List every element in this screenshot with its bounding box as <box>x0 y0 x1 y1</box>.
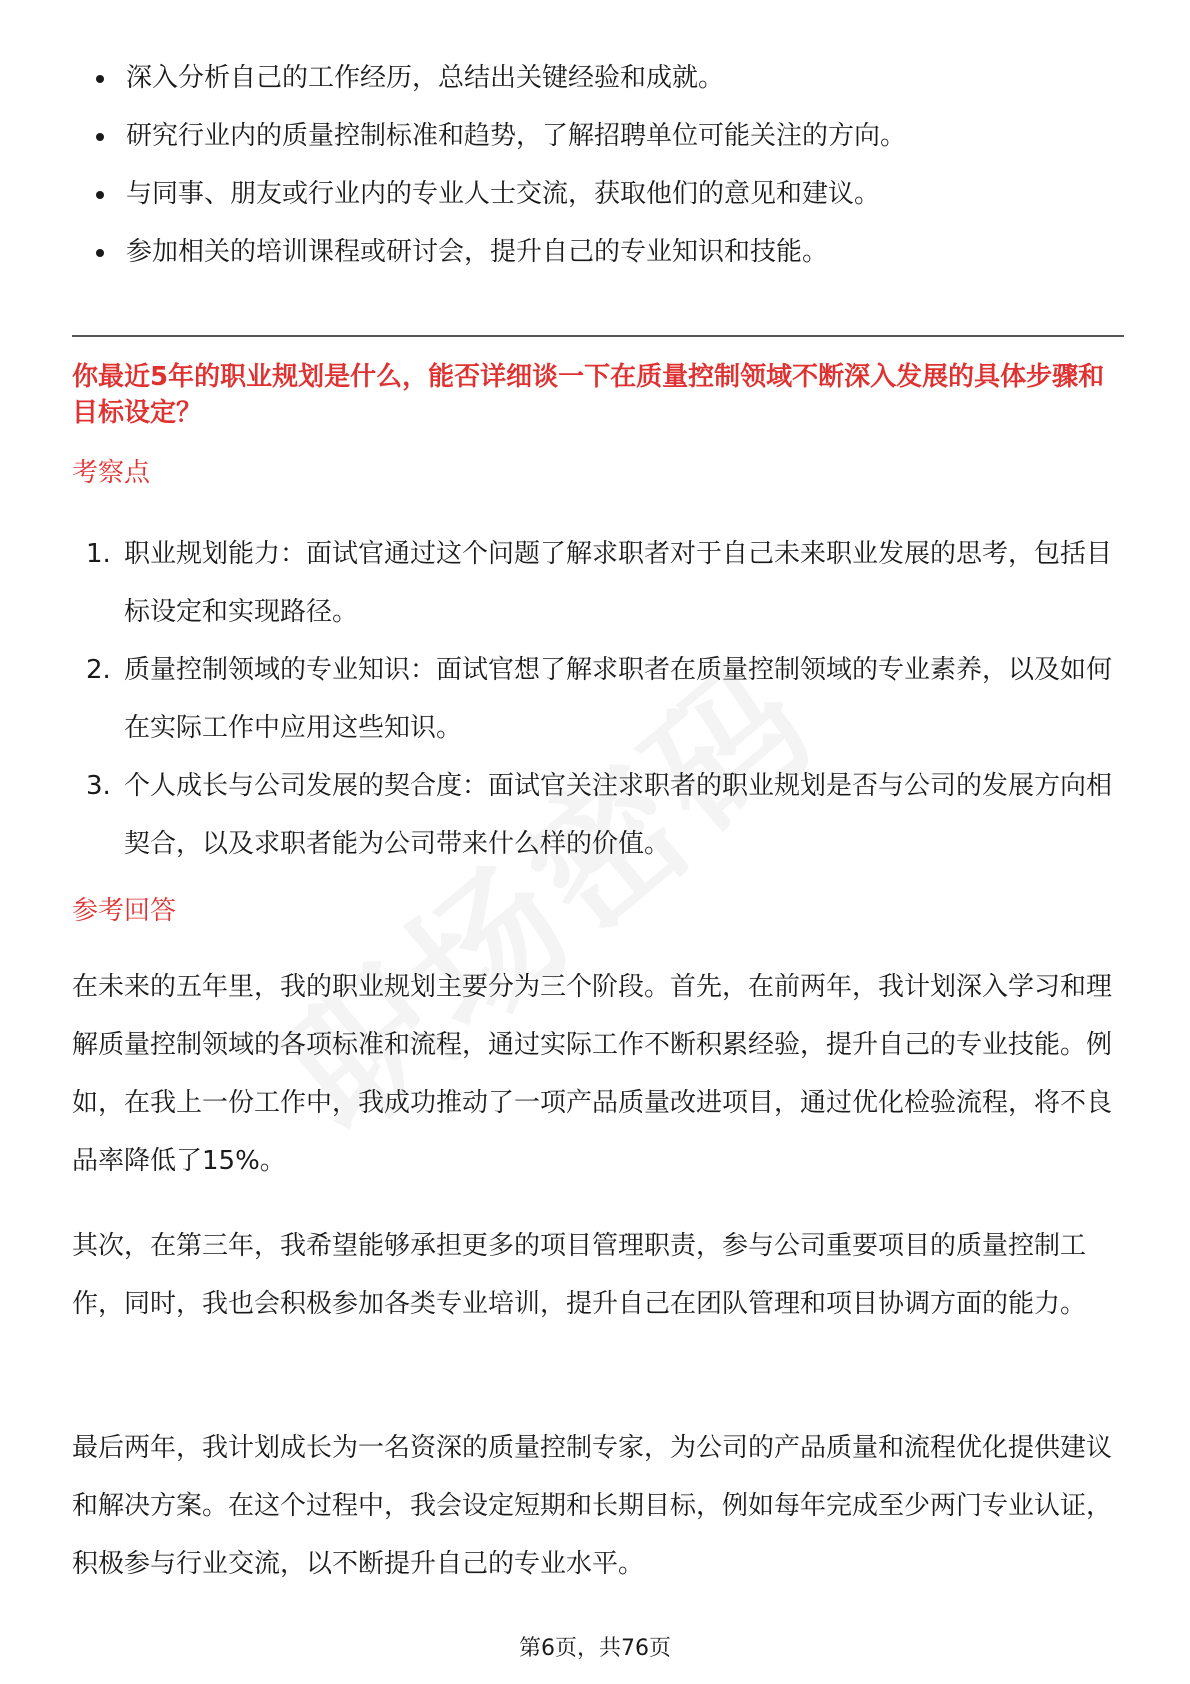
bullet-item <box>92 60 1122 96</box>
point-number: 1. <box>86 539 111 569</box>
point-text: 个人成长与公司发展的契合度：面试官关注求职者的职业规划是否与公司的发展方向相契合，以及求职者能为公司带来什么样的价值。 <box>124 771 1113 859</box>
bullet-item <box>92 118 1122 154</box>
bullet-text: 与同事、朋友或行业内的专业人士交流，获取他们的意见和建议。 <box>126 179 881 209</box>
bullet-text: 深入分析自己的工作经历，总结出关键经验和成就。 <box>126 63 725 93</box>
bullet-dot-icon <box>96 133 104 141</box>
point-text: 质量控制领域的专业知识：面试官想了解求职者在质量控制领域的专业素养，以及如何在实际工作中应用这些知识。 <box>124 655 1113 743</box>
bullet-dot-icon <box>96 191 104 199</box>
section-divider <box>72 335 1124 337</box>
point-number: 3. <box>86 771 111 801</box>
examination-point <box>82 641 1122 757</box>
examination-title: 考察点 <box>72 458 151 488</box>
bullet-item <box>92 234 1122 270</box>
point-number: 2. <box>86 655 111 685</box>
examination-point <box>82 525 1122 641</box>
answer-paragraph: 在未来的五年里，我的职业规划主要分为三个阶段。首先，在前两年，我计划深入学习和理解质量控制领域的各项标准和流程，通过实际工作不断积累经验，提升自己的专业技能。例如，在我上一份工作中，我成功推动了一项产品质量改进项目，通过优化检验流程，将不良品率降低了15%。 <box>72 972 1113 1176</box>
answer-paragraph: 其次，在第三年，我希望能够承担更多的项目管理职责，参与公司重要项目的质量控制工作，同时，我也会积极参加各类专业培训，提升自己在团队管理和项目协调方面的能力。 <box>72 1231 1087 1319</box>
page-number-footer: 第6页，共76页 <box>519 1636 671 1661</box>
bullet-dot-icon <box>96 249 104 257</box>
bullet-text: 研究行业内的质量控制标准和趋势，了解招聘单位可能关注的方向。 <box>126 121 907 151</box>
bullet-item <box>92 176 1122 212</box>
bullet-text: 参加相关的培训课程或研讨会，提升自己的专业知识和技能。 <box>126 237 829 267</box>
examination-point <box>82 757 1122 873</box>
examination-points-list <box>82 525 1122 873</box>
answer-title: 参考回答 <box>72 896 177 926</box>
tips-bullet-list <box>92 60 1122 292</box>
interview-question: 你最近5年的职业规划是什么，能否详细谈一下在质量控制领域不断深入发展的具体步骤和目标设定？ <box>72 362 1105 428</box>
point-text: 职业规划能力：面试官通过这个问题了解求职者对于自己未来职业发展的思考，包括目标设定和实现路径。 <box>124 539 1113 627</box>
answer-paragraph: 最后两年，我计划成长为一名资深的质量控制专家，为公司的产品质量和流程优化提供建议和解决方案。在这个过程中，我会设定短期和长期目标，例如每年完成至少两门专业认证，积极参与行业交流，以不断提升自己的专业水平。 <box>72 1433 1113 1579</box>
bullet-dot-icon <box>96 75 104 83</box>
